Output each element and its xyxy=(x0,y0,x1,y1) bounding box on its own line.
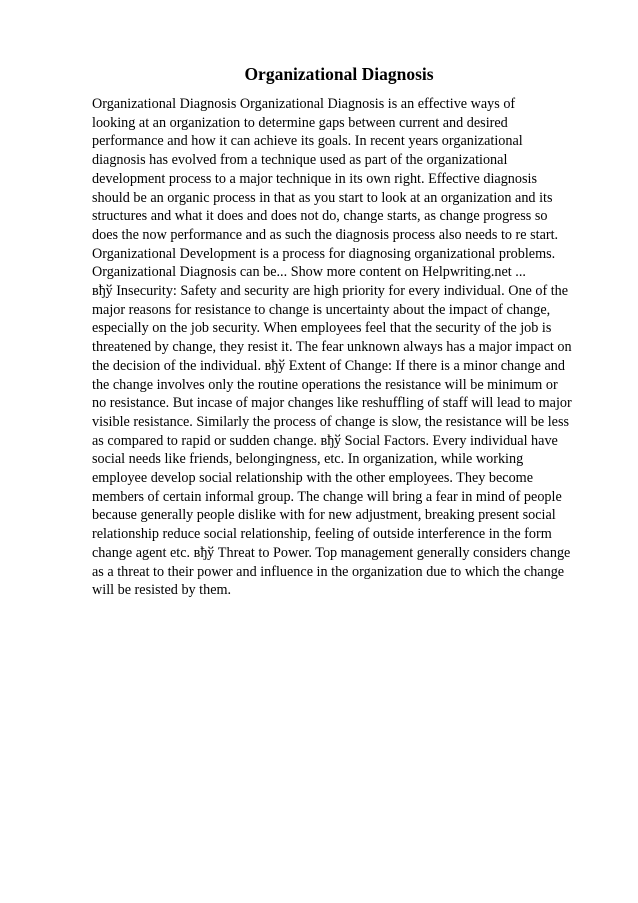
body-line: especially on the job security. When employees feel that the security of the job is xyxy=(92,320,552,337)
body-line: looking at an organization to determine gaps between current and desired xyxy=(92,114,508,131)
body-line: employee develop social relationship with the other employees. They become xyxy=(92,470,533,487)
body-line: social needs like friends, belongingness, etc. In organization, while working xyxy=(92,451,524,468)
body-line: because generally people dislike with for new adjustment, breaking present social xyxy=(92,507,556,524)
body-line: development process to a major technique in its own right. Effective diagnosis xyxy=(92,170,537,187)
body-line: performance and how it can achieve its goals. In recent years organizational xyxy=(92,133,523,150)
body-line: does the now performance and as such the diagnosis process also needs to re start. xyxy=(92,226,559,243)
body-line: the decision of the individual. вђў Extent of Change: If there is a minor change and xyxy=(92,357,565,374)
body-line: should be an organic process in that as you start to look at an organization and its xyxy=(92,189,553,206)
body-line: change agent etc. вђў Threat to Power. Top management generally considers change xyxy=(92,544,571,561)
body-line: as compared to rapid or sudden change. вђў Social Factors. Every individual have xyxy=(92,432,558,449)
document-title: Organizational Diagnosis xyxy=(244,64,434,84)
body-line: will be resisted by them. xyxy=(92,582,232,599)
body-line: Organizational Development is a process for diagnosing organizational problems. xyxy=(92,245,556,262)
body-line: major reasons for resistance to change is uncertainty about the impact of change, xyxy=(92,301,551,318)
body-line: вђў Insecurity: Safety and security are high priority for every individual. One of the xyxy=(92,283,569,300)
body-line: diagnosis has evolved from a technique used as part of the organizational xyxy=(92,152,508,169)
body-line: threatened by change, they resist it. The fear unknown always has a major impact on xyxy=(92,339,572,356)
body-line: no resistance. But incase of major changes like reshuffling of staff will lead to major xyxy=(92,395,572,412)
body-line: Organizational Diagnosis can be... Show more content on Helpwriting.net ... xyxy=(92,264,526,281)
body-line: as a threat to their power and influence in the organization due to which the change xyxy=(92,563,565,580)
body-line: relationship reduce social relationship, feeling of outside interference in the form xyxy=(92,526,552,543)
body-line: structures and what it does and does not do, change starts, as change progress so xyxy=(92,208,548,225)
document-body xyxy=(92,95,592,600)
body-line: members of certain informal group. The change will bring a fear in mind of people xyxy=(92,488,562,505)
body-line: visible resistance. Similarly the process of change is slow, the resistance will be less xyxy=(92,413,569,430)
body-line: the change involves only the routine operations the resistance will be minimum or xyxy=(92,376,558,393)
body-line: Organizational Diagnosis Organizational Diagnosis is an effective ways of xyxy=(92,96,516,112)
